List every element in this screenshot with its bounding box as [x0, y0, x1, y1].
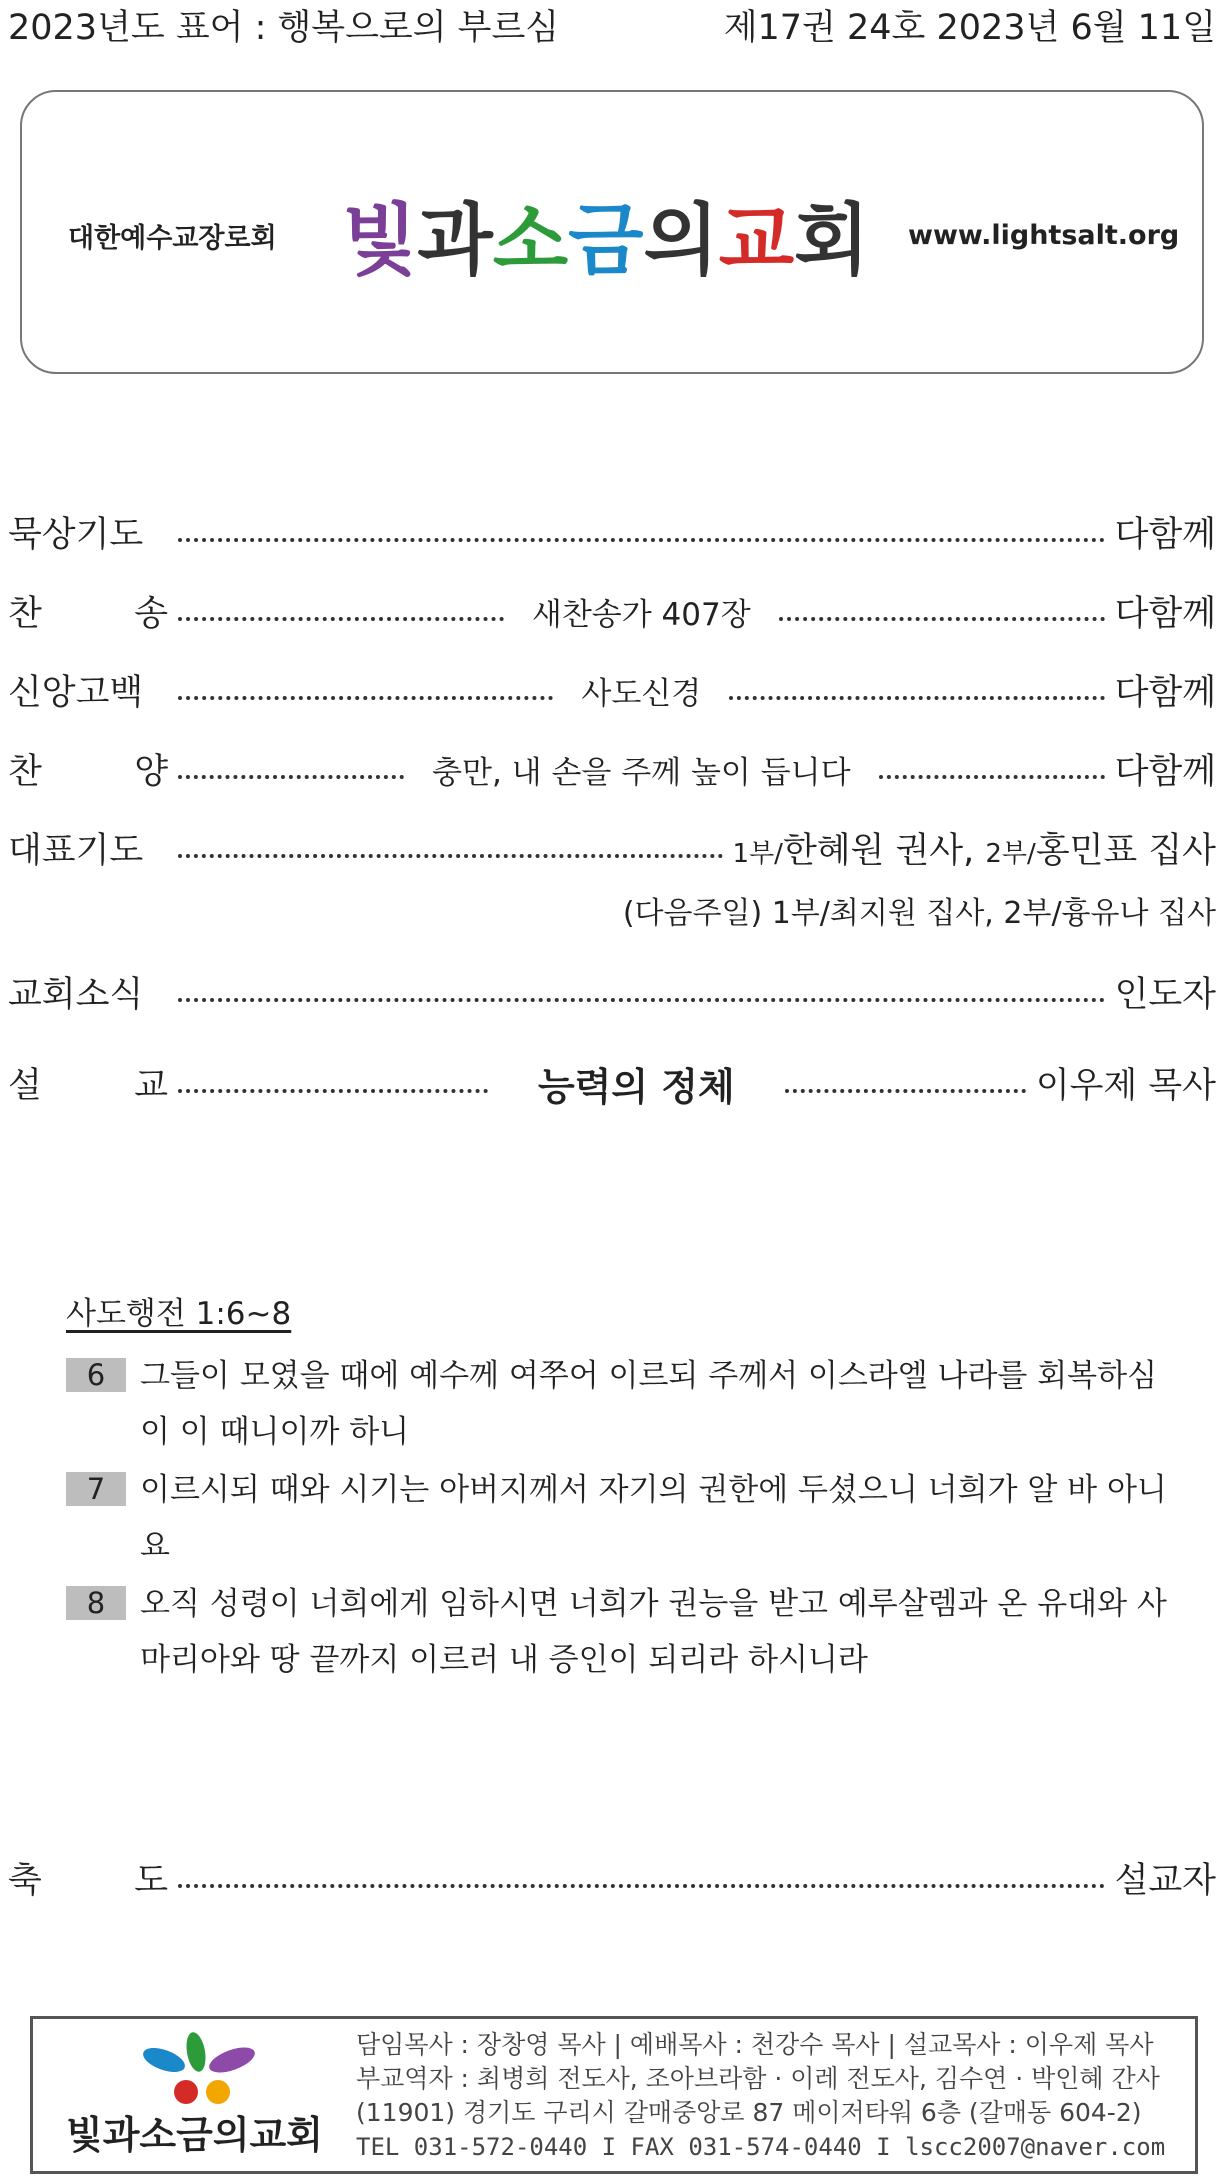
order-row-news [8, 964, 1216, 1020]
dot-leader [178, 617, 504, 621]
logo-char-7: 회 [794, 195, 870, 286]
order-label: 묵상기도 [8, 515, 144, 555]
logo-char-6: 교 [718, 195, 795, 286]
dot-leader [178, 998, 1105, 1002]
order-label: 신앙고백 [8, 673, 144, 713]
scripture-reference: 사도행전 1:6~8 [66, 1296, 292, 1332]
order-leader: 다함께 [1114, 515, 1216, 555]
order-detail: 사도신경 [581, 675, 702, 712]
dot-leader [178, 1884, 1105, 1888]
logo-char-5: 의 [643, 195, 719, 286]
logo-char-2: 과 [417, 195, 493, 286]
motto: 2023년도 표어 : 행복으로의 부르심 [8, 8, 560, 48]
verse-number: 8 [66, 1586, 126, 1620]
order-leader: 이우제 목사 [1035, 1066, 1216, 1106]
order-row-prayer [8, 820, 1216, 876]
order-row-hymn [8, 583, 1216, 639]
order-detail: 새찬송가 407장 [531, 596, 751, 633]
dot-leader [779, 617, 1105, 621]
order-leader: 다함께 [1114, 752, 1217, 792]
dot-leader [785, 1089, 1026, 1093]
website-link[interactable]: www.lightsalt.org [908, 220, 1180, 251]
order-leader: 설교자 [1114, 1861, 1216, 1901]
dot-leader [178, 854, 723, 858]
sermon-title: 능력의 정체 [537, 1064, 735, 1109]
dot-leader [729, 696, 1104, 700]
order-label: 설 교 [8, 1066, 168, 1106]
order-label: 찬 송 [8, 594, 168, 634]
order-label: 축 도 [8, 1861, 168, 1901]
church-logo-text [342, 178, 870, 290]
verse-number: 6 [66, 1358, 126, 1392]
dot-leader [178, 1089, 488, 1093]
footer-contact: TEL 031-572-0440 I FAX 031-574-0440 I lscc2007@naver.com [356, 2133, 1166, 2161]
order-row-praise [8, 741, 1216, 797]
order-row-sermon [8, 1055, 1216, 1111]
logo-char-4: 금 [568, 195, 644, 286]
order-leader: 인도자 [1114, 975, 1216, 1015]
dot-leader [178, 696, 553, 700]
order-label: 교회소식 [8, 975, 144, 1015]
dot-leader [879, 775, 1105, 779]
order-leader: 다함께 [1114, 594, 1217, 634]
order-label: 찬 양 [8, 752, 168, 792]
verse-number: 7 [66, 1472, 126, 1506]
verse-text: 오직 성령이 너희에게 임하시면 너희가 권능을 받고 예루살렘과 온 유대와 사마리아와 땅 끝까지 이르러 내 증인이 되리라 하시니라 [140, 1586, 1167, 1678]
verse-text: 그들이 모였을 때에 예수께 여쭈어 이르되 주께서 이스라엘 나라를 회복하심이 이 때니이까 하니 [140, 1358, 1158, 1450]
logo-char-1: 빛 [342, 195, 418, 286]
dot-leader [178, 775, 404, 779]
logo-char-3: 소 [492, 195, 569, 286]
top-line [8, 2, 1216, 48]
dot-leader [178, 538, 1105, 542]
footer-address: (11901) 경기도 구리시 갈매중앙로 87 메이저타워 6층 (갈매동 604-2) [356, 2098, 1142, 2127]
verse-text: 이르시되 때와 시기는 아버지께서 자기의 권한에 두셨으니 너희가 알 바 아니요 [140, 1472, 1167, 1564]
issue-date: 제17권 24호 2023년 6월 11일 [723, 8, 1216, 48]
header-content [20, 90, 1204, 374]
denomination: 대한예수교장로회 [68, 223, 277, 254]
footer-pastors: 담임목사 : 장창영 목사 | 예배목사 : 천강수 목사 | 설교목사 : 이우제 목사 [356, 2030, 1154, 2059]
order-detail: 충만, 내 손을 주께 높이 듭니다 [432, 754, 851, 791]
order-leader: 다함께 [1114, 673, 1217, 713]
order-row-benediction [8, 1850, 1216, 1906]
order-row-meditation [8, 504, 1216, 560]
footer-logo-text: 빛과소금의교회 [66, 2112, 323, 2157]
order-row-creed [8, 662, 1216, 718]
prayer-leaders: 1부/한혜원 권사, 2부/홍민표 집사 [732, 831, 1216, 871]
footer-info [356, 2028, 1165, 2164]
footer-staff: 부교역자 : 최병희 전도사, 조아브라함 · 이레 전도사, 김수연 · 박인혜 간사 [356, 2064, 1160, 2093]
order-label: 대표기도 [8, 831, 144, 871]
next-week-prayer: (다음주일) 1부/최지원 집사, 2부/흉유나 집사 [622, 896, 1216, 931]
